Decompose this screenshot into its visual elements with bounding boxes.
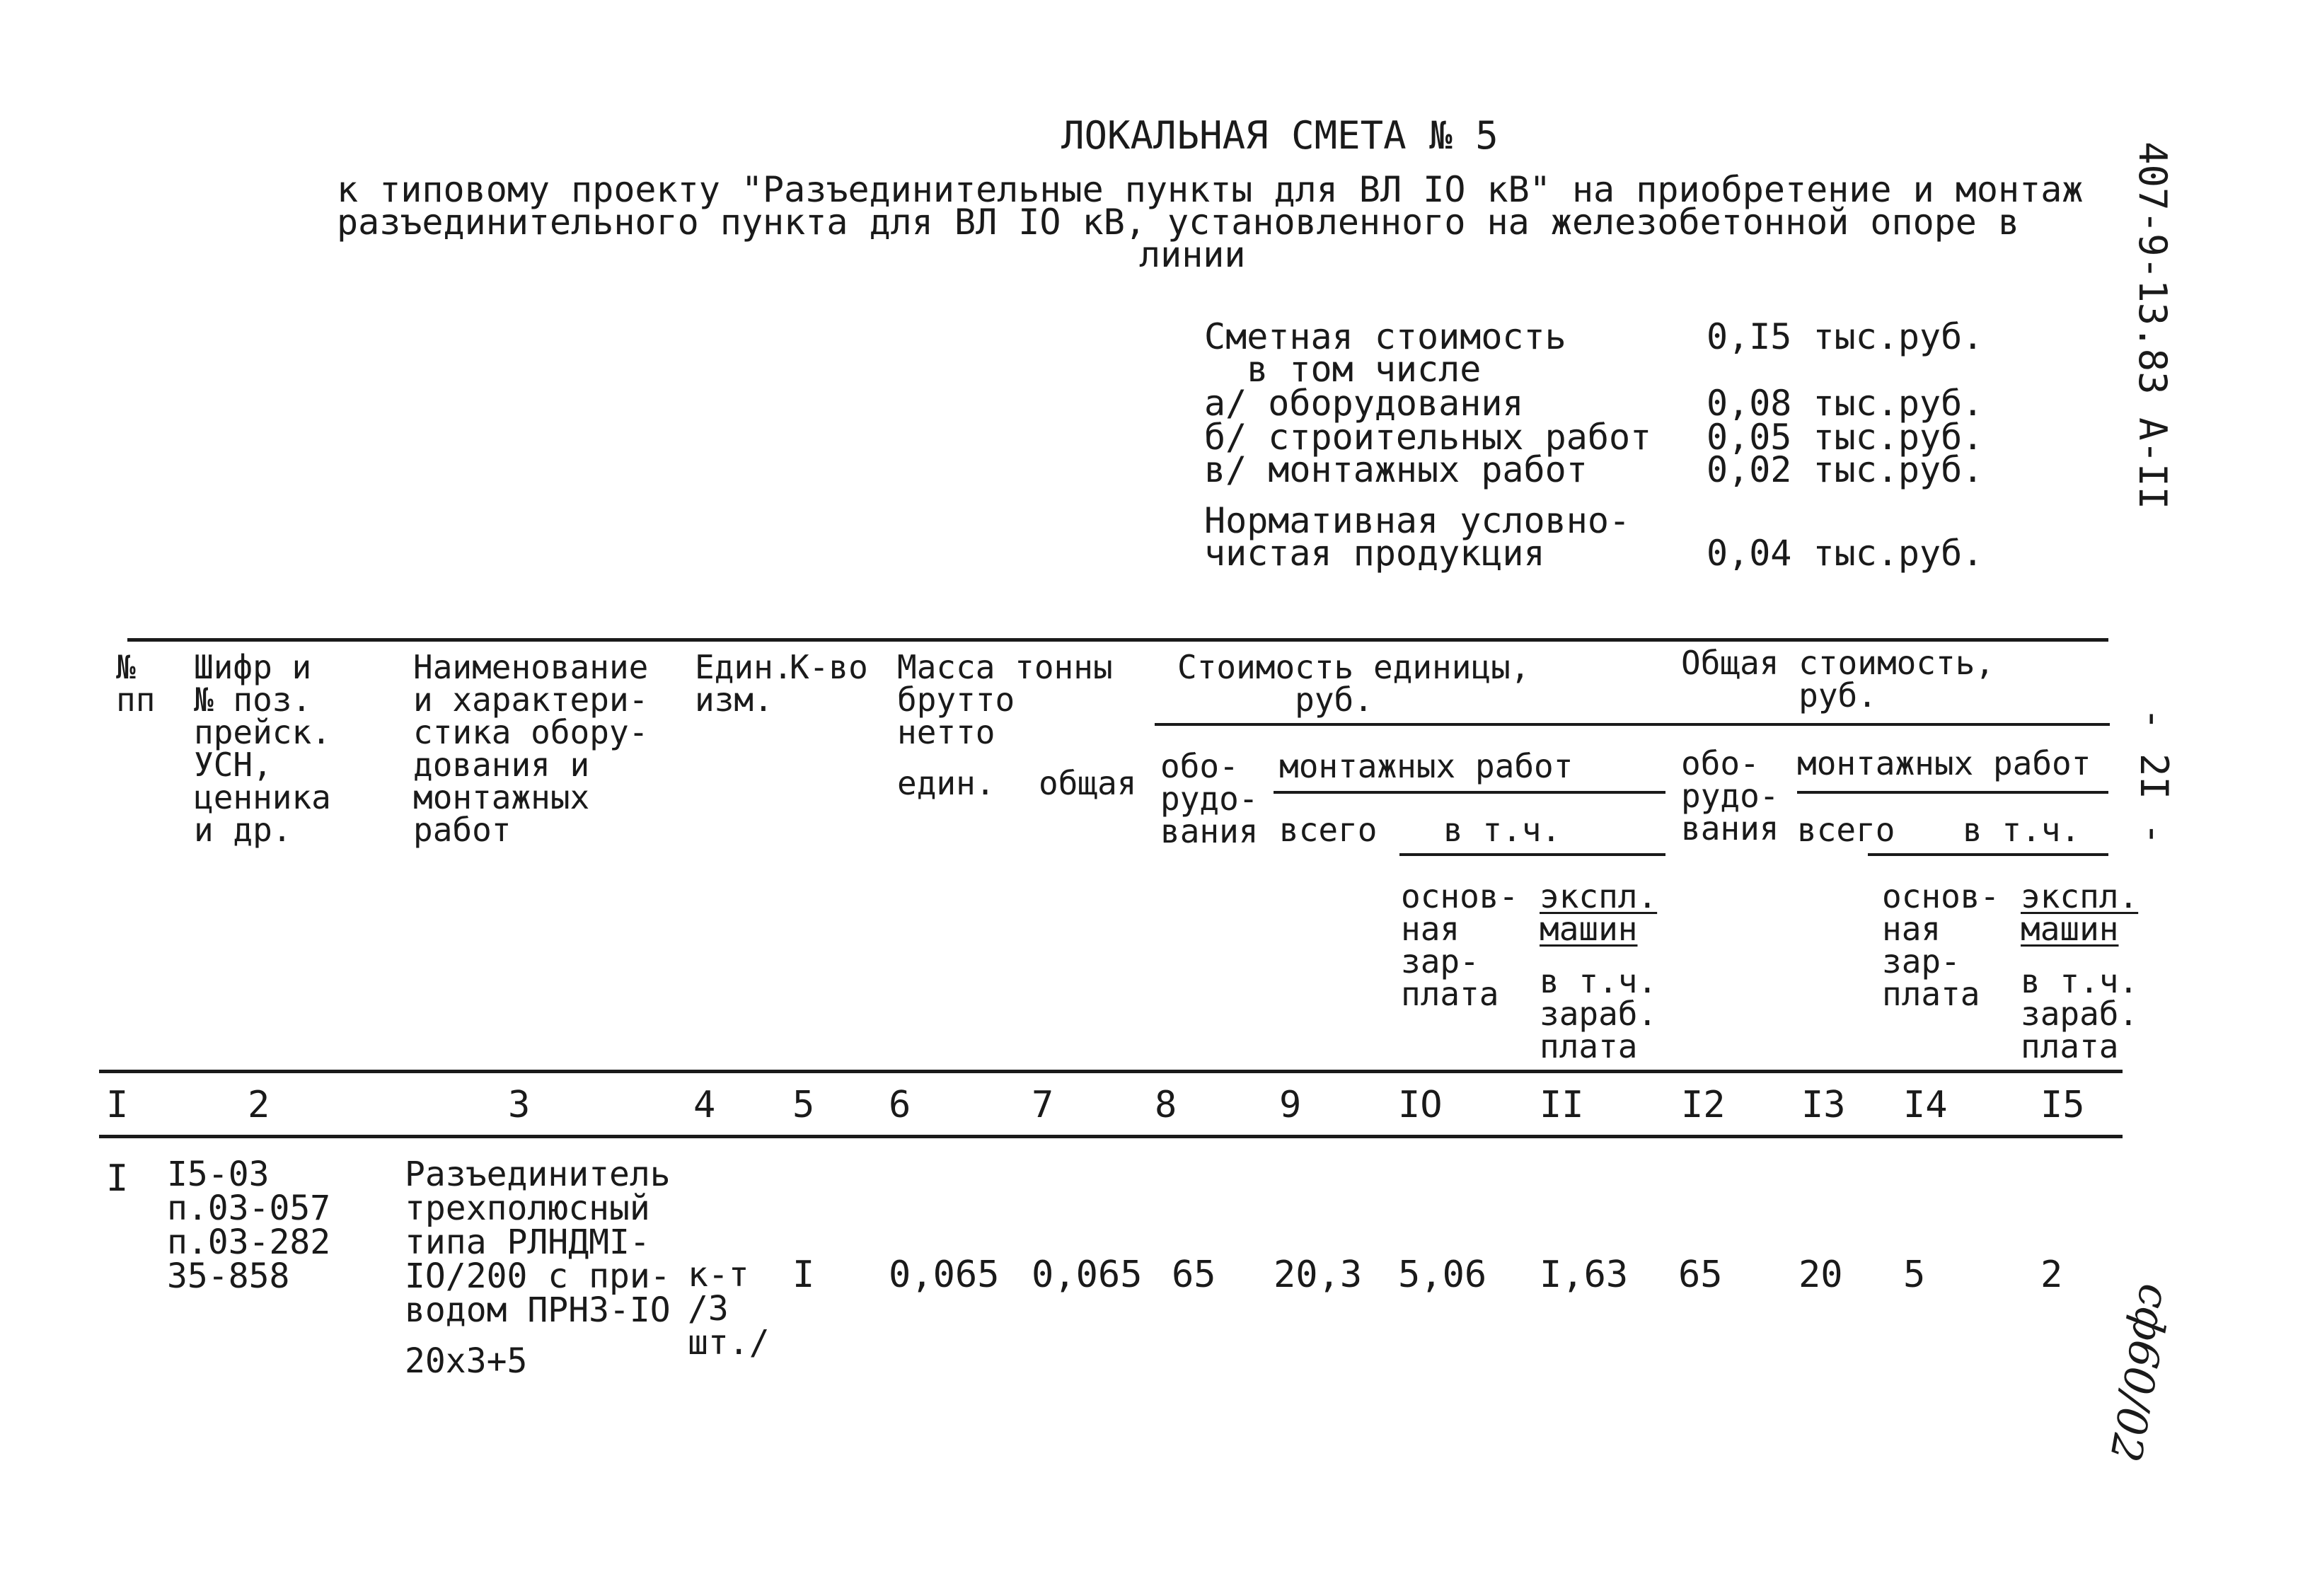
header-rule: [1868, 853, 2108, 856]
summary-value: 0,I5 тыс.руб.: [1707, 316, 1984, 357]
summary-label: б/ строительных работ: [1204, 417, 1652, 458]
header-rule: [1399, 853, 1665, 856]
header-total: всего: [1279, 811, 1378, 849]
side-code: 407-9-13.83 А-II: [2130, 141, 2175, 510]
header-machines: экспл. машин: [1540, 877, 1658, 948]
row-mount-total: 20: [1798, 1254, 1843, 1296]
header-mount-works-2: монтажных работ: [1797, 744, 2091, 782]
column-number: 9: [1279, 1084, 1302, 1126]
column-number: 3: [508, 1084, 531, 1126]
header-total-cost: Общая стоимость, руб.: [1681, 644, 1995, 715]
header-rule: [1155, 723, 2110, 726]
header-mass-total: общая: [1039, 764, 1137, 802]
summary-value: 0,05 тыс.руб.: [1707, 417, 1984, 458]
page-number: - 2I -: [2132, 707, 2176, 846]
header-code: Шифр и № поз. прейск. УСН, ценника и др.: [194, 648, 331, 849]
column-number: 8: [1155, 1084, 1177, 1126]
column-number: 2: [248, 1084, 270, 1126]
summary-value: 0,04 тыс.руб.: [1707, 533, 1984, 574]
colnum-bottom-rule: [99, 1135, 2123, 1138]
summary-label: а/ оборудования: [1204, 383, 1524, 424]
header-basic-wage: основ- ная зар- плата: [1401, 877, 1519, 1013]
row-mass-total: 0,065: [1032, 1254, 1143, 1296]
row-num: I: [106, 1157, 129, 1200]
summary-label: Нормативная условно-: [1204, 500, 1631, 541]
row-name: Разъединитель трехполюсный типа РЛНДМI- IO/200 с при- водом ПРНЗ-IO: [405, 1155, 671, 1330]
row-name-extra: 20x3+5: [405, 1341, 528, 1381]
header-unit-cost: Стоимость единицы, руб.: [1177, 648, 1530, 719]
row-unit: к-т /3 шт./: [688, 1255, 770, 1363]
row-basic-wage-unit: 5,06: [1398, 1254, 1487, 1296]
row-equip-total: 65: [1678, 1254, 1723, 1296]
header-mount-works: монтажных работ: [1279, 747, 1574, 785]
column-number: IO: [1398, 1084, 1443, 1126]
column-number: I2: [1681, 1084, 1726, 1126]
row-machines-total: 2: [2040, 1254, 2063, 1296]
column-number: I5: [2040, 1084, 2085, 1126]
header-qty: К-во: [790, 648, 868, 686]
header-rule: [1274, 791, 1665, 794]
table-top-rule: [127, 638, 2108, 642]
row-code: I5-03 п.03-057 п.03-282 35-858: [167, 1155, 331, 1296]
header-total-2: всего: [1797, 811, 1895, 849]
summary-value: 0,02 тыс.руб.: [1707, 449, 1984, 490]
header-basic-wage-2: основ- ная зар- плата: [1882, 877, 2000, 1013]
header-bottom-rule: [99, 1070, 2123, 1073]
header-incl-2: в т.ч.: [1963, 811, 2081, 849]
document-title: ЛОКАЛЬНАЯ СМЕТА № 5: [1061, 113, 1499, 158]
row-machines-unit: I,63: [1540, 1254, 1629, 1296]
header-machines-2: экспл. машин: [2021, 877, 2139, 948]
row-mount-total-unit: 20,3: [1274, 1254, 1363, 1296]
header-equip-2: обо- рудо- вания: [1681, 744, 1779, 848]
header-machines-wage-2: в т.ч. зараб. плата: [2021, 962, 2139, 1065]
column-number: I3: [1801, 1084, 1846, 1126]
header-mass: Масса тонны: [897, 648, 1113, 686]
column-number: 5: [792, 1084, 815, 1126]
summary-label: в том числе: [1204, 349, 1482, 390]
column-number: I4: [1903, 1084, 1948, 1126]
header-mass-unit: един.: [897, 764, 995, 802]
header-rule: [1797, 791, 2108, 794]
summary-label: в/ монтажных работ: [1204, 449, 1588, 490]
row-mass-unit: 0,065: [889, 1254, 1000, 1296]
column-number: II: [1540, 1084, 1584, 1126]
header-machines-wage: в т.ч. зараб. плата: [1540, 962, 1658, 1065]
row-basic-wage-total: 5: [1903, 1254, 1926, 1296]
header-unit: Един. изм.: [695, 648, 793, 719]
handwritten-note: сф60/02: [2099, 1280, 2180, 1466]
column-number: 4: [693, 1084, 716, 1126]
summary-label: Сметная стоимость: [1204, 316, 1566, 357]
subtitle-line-1: к типовому проекту "Разъединительные пункты для ВЛ IO кВ" на приобретение и монтаж: [337, 169, 2084, 210]
subtitle-line-3: линии: [1139, 234, 1246, 275]
row-equip-unit: 65: [1172, 1254, 1216, 1296]
header-num: № пп: [116, 648, 156, 719]
row-qty: I: [792, 1254, 815, 1296]
column-number: I: [106, 1084, 129, 1126]
header-mass-sub: брутто нетто: [897, 681, 1015, 751]
header-name: Наименование и характери- стика обору- дования и монтажных работ: [413, 648, 649, 849]
subtitle-line-2: разъединительного пункта для ВЛ IO кВ, установленного на железобетонной опоре в: [337, 202, 2020, 243]
summary-value: 0,08 тыс.руб.: [1707, 383, 1984, 424]
column-number: 6: [889, 1084, 911, 1126]
header-equip: обо- рудо- вания: [1160, 747, 1259, 850]
summary-label: чистая продукция: [1204, 533, 1545, 574]
column-number: 7: [1032, 1084, 1054, 1126]
header-incl: в т.ч.: [1443, 811, 1561, 849]
